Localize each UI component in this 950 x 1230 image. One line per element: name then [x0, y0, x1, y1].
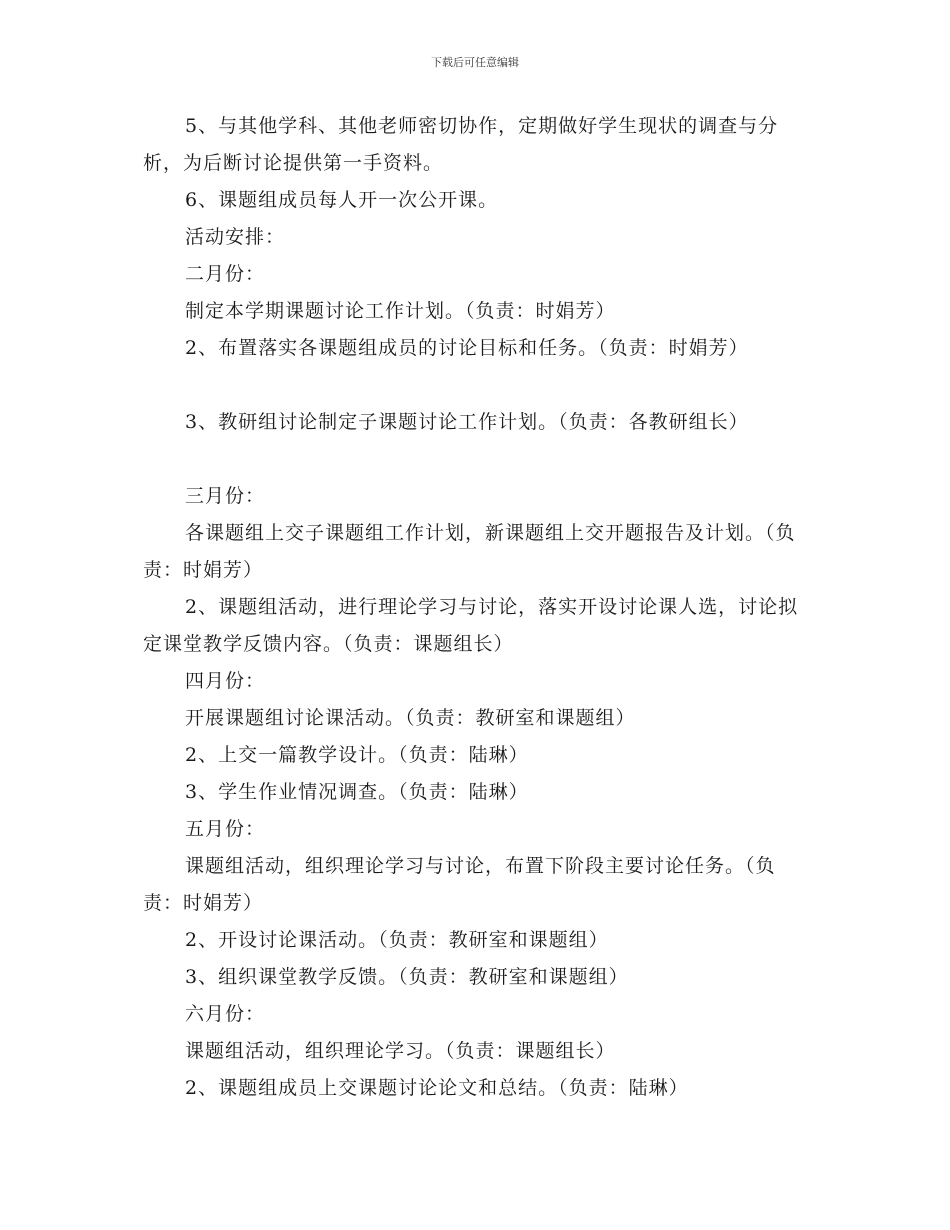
paragraph-coordination: 5、与其他学科、其他老师密切协作，定期做好学生现状的调查与分析，为后断讨论提供第一手资料。 — [143, 115, 779, 174]
month-heading-march: 三月份： — [185, 485, 266, 507]
list-item: 2、课题组成员上交课题讨论论文和总结。（负责：陆琳） — [185, 1077, 689, 1099]
list-item: 2、开设讨论课活动。（负责：教研室和课题组） — [185, 929, 609, 951]
section-heading-activities: 活动安排： — [185, 226, 286, 248]
list-item: 3、学生作业情况调查。（负责：陆琳） — [185, 781, 529, 803]
document-body — [143, 108, 813, 1107]
list-item: 课题组活动，组织理论学习与讨论，布置下阶段主要讨论任务。（负责：时娟芳） — [143, 855, 776, 914]
month-heading-june: 六月份： — [185, 1003, 266, 1025]
month-heading-february: 二月份： — [185, 263, 266, 285]
paragraph-open-class: 6、课题组成员每人开一次公开课。 — [185, 189, 499, 211]
list-item: 制定本学期课题讨论工作计划。（负责：时娟芳） — [185, 300, 616, 322]
list-item: 各课题组上交子课题组工作计划，新课题组上交开题报告及计划。（负责：时娟芳） — [143, 522, 796, 581]
list-item: 课题组活动，组织理论学习。（负责：课题组长） — [185, 1040, 616, 1062]
list-item: 3、组织课堂教学反馈。（负责：教研室和课题组） — [185, 966, 629, 988]
month-heading-may: 五月份： — [185, 818, 266, 840]
list-item: 3、教研组讨论制定子课题讨论工作计划。（负责：各教研组长） — [185, 411, 749, 433]
list-item: 开展课题组讨论课活动。（负责：教研室和课题组） — [185, 707, 636, 729]
page-header: 下载后可任意编辑 — [431, 56, 519, 69]
list-item: 2、上交一篇教学设计。（负责：陆琳） — [185, 744, 529, 766]
list-item: 2、布置落实各课题组成员的讨论目标和任务。（负责：时娟芳） — [185, 337, 749, 359]
month-heading-april: 四月份： — [185, 670, 266, 692]
list-item: 2、课题组活动，进行理论学习与讨论，落实开设讨论课人选，讨论拟定课堂教学反馈内容。（负责：课题组长） — [143, 596, 799, 655]
